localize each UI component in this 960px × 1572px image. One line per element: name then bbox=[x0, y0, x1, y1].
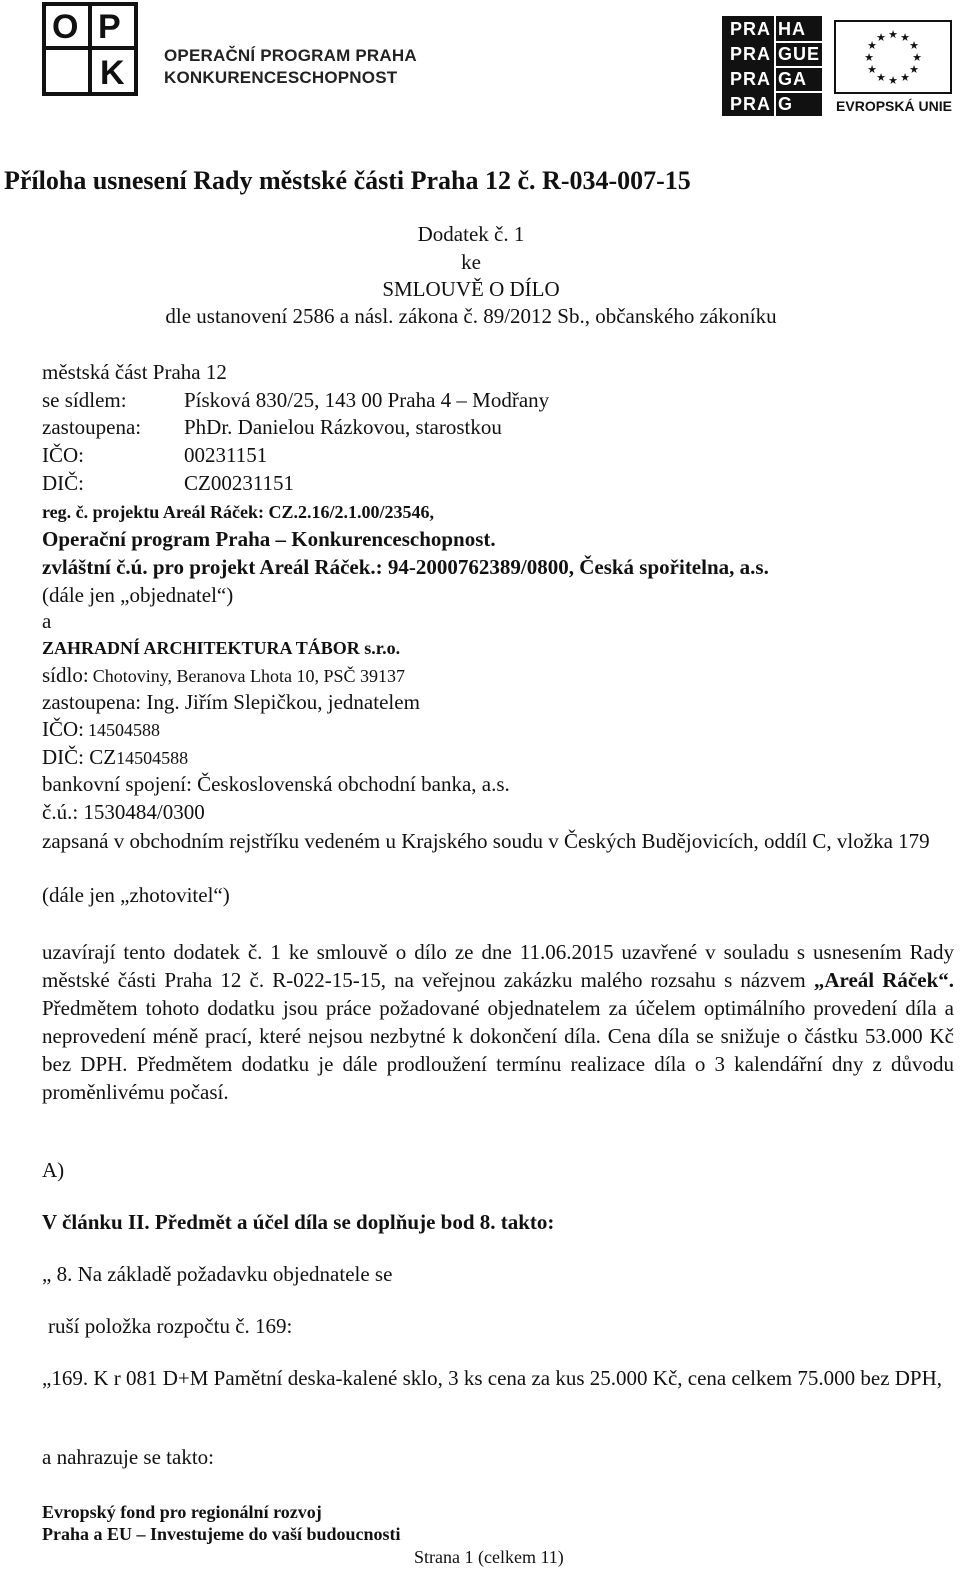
party2-dic-label: DIČ: CZ bbox=[42, 745, 117, 769]
svg-text:★: ★ bbox=[909, 39, 919, 52]
party1-ico-value: 00231151 bbox=[184, 443, 268, 467]
svg-text:★: ★ bbox=[867, 39, 877, 52]
party2-name: ZAHRADNÍ ARCHITEKTURA TÁBOR s.r.o. bbox=[42, 638, 401, 658]
praha-logo-rule-2 bbox=[774, 66, 822, 68]
opp-letter-o: O bbox=[52, 8, 79, 46]
party1-account: zvláštní č.ú. pro projekt Areál Ráček.: 94-2000762389/0800, Česká spořitelna, a.s. bbox=[42, 555, 769, 579]
removed-item-intro: ruší položka rozpočtu č. 169: bbox=[48, 1314, 293, 1338]
party2-alias: (dále jen „zhotovitel“) bbox=[42, 883, 230, 907]
document-title: Příloha usnesení Rady městské části Praha 12 č. R-034-007-15 bbox=[4, 166, 691, 195]
party1-ico-label: IČO: bbox=[42, 443, 84, 467]
party1-seat-label: se sídlem: bbox=[42, 388, 127, 412]
party1-rep-value: PhDr. Danielou Rázkovou, starostkou bbox=[184, 415, 502, 439]
opp-subtitle: KONKURENCESCHOPNOST bbox=[164, 68, 398, 87]
article-heading: V článku II. Předmět a účel díla se doplňuje bod 8. takto: bbox=[42, 1210, 555, 1234]
praha-logo-right-4: G bbox=[778, 94, 794, 114]
eu-stars-icon bbox=[836, 22, 950, 92]
page-number: Strana 1 (celkem 11) bbox=[414, 1547, 564, 1567]
party2-account: č.ú.: 1530484/0300 bbox=[42, 800, 205, 824]
parties-and: a bbox=[42, 609, 52, 633]
praha-logo-left-1: PRA bbox=[730, 19, 772, 39]
svg-text:★: ★ bbox=[909, 63, 919, 76]
svg-text:★: ★ bbox=[900, 71, 910, 84]
praha-logo-right-2: GUE bbox=[778, 44, 821, 64]
praha-logo-left-4: PRA bbox=[730, 94, 772, 114]
opp-title: OPERAČNÍ PROGRAM PRAHA bbox=[164, 46, 417, 65]
eu-logo bbox=[834, 20, 954, 116]
intro-project-name: „Areál Ráček“. bbox=[813, 968, 955, 992]
svg-text:★: ★ bbox=[900, 31, 910, 44]
praha-logo-left-2: PRA bbox=[730, 44, 772, 64]
heading-dodatek: Dodatek č. 1 bbox=[417, 222, 525, 246]
svg-text:★: ★ bbox=[876, 71, 886, 84]
party2-ico-value: 14504588 bbox=[88, 720, 160, 740]
budget-item-169: „169. K r 081 D+M Pamětní deska-kalené sklo, 3 ks cena za kus 25.000 Kč, cena celkem 75.000 bez DPH, bbox=[42, 1366, 943, 1390]
party2-seat bbox=[42, 663, 405, 688]
party2-seat-label: sídlo: bbox=[42, 663, 89, 687]
footer-fund: Evropský fond pro regionální rozvoj bbox=[42, 1502, 322, 1522]
eu-label: EVROPSKÁ UNIE bbox=[836, 98, 952, 114]
party2-dic-value: 14504588 bbox=[116, 748, 189, 768]
party1-name: městská část Praha 12 bbox=[42, 360, 227, 384]
party2-bank: bankovní spojení: Československá obchodní banka, a.s. bbox=[42, 772, 510, 796]
praha-logo-right-1: HA bbox=[778, 19, 806, 39]
section-a: A) bbox=[42, 1158, 65, 1182]
party2-dic bbox=[42, 745, 188, 770]
svg-text:★: ★ bbox=[888, 28, 898, 41]
intro-text-2: Předmětem tohoto dodatku jsou práce požadované objednatelem za účelem optimálního provedení díla a neprovedení méně prací, které nejsou nezbytné k dokončení díla. Cena díla se snižuje o částku 53.000 Kč bez DPH. Předmětem dodatku je dále prodloužení termínu realizace díla o 3 kalendářní dny z důvodu proměnlivému počasí. bbox=[42, 996, 954, 1104]
praha-logo bbox=[722, 16, 822, 116]
party2-rep: zastoupena: Ing. Jiřím Slepičkou, jednatelem bbox=[42, 690, 420, 714]
svg-text:★: ★ bbox=[888, 74, 898, 87]
intro-paragraph bbox=[42, 938, 954, 1106]
eu-flag-icon bbox=[834, 20, 952, 94]
praha-logo-right-3: GA bbox=[778, 69, 807, 89]
praha-logo-left-3: PRA bbox=[730, 69, 772, 89]
intro-text-1: uzavírají tento dodatek č. 1 ke smlouvě o dílo ze dne 11.06.2015 uzavřené v souladu s usnesením Rady městské části Praha 12 č. R-022-15-15, na veřejnou zakázku malého rozsahu s názvem bbox=[42, 940, 954, 992]
opp-logo-mark bbox=[42, 2, 138, 96]
party1-alias: (dále jen „objednatel“) bbox=[42, 583, 234, 607]
svg-text:★: ★ bbox=[867, 63, 877, 76]
opp-letter-k: K bbox=[100, 54, 125, 92]
heading-legal-basis: dle ustanovení 2586 a násl. zákona č. 89/2012 Sb., občanského zákoníku bbox=[165, 304, 777, 328]
point-8: „ 8. Na základě požadavku objednatele se bbox=[42, 1262, 393, 1286]
svg-text:★: ★ bbox=[876, 31, 886, 44]
party1-dic-label: DIČ: bbox=[42, 471, 84, 495]
party1-dic-value: CZ00231151 bbox=[184, 471, 295, 495]
heading-ke: ke bbox=[461, 250, 481, 274]
party2-ico bbox=[42, 717, 160, 742]
party2-ico-label: IČO: bbox=[42, 717, 84, 741]
party1-rep-label: zastoupena: bbox=[42, 415, 142, 439]
heading-contract: SMLOUVĚ O DÍLO bbox=[382, 277, 560, 301]
opp-letter-p2: P bbox=[52, 52, 75, 90]
party1-seat-value: Písková 830/25, 143 00 Praha 4 – Modřany bbox=[184, 388, 550, 412]
party2-register: zapsaná v obchodním rejstříku vedeném u Krajského soudu v Českých Budějovicích, oddíl C, vložka 179 bbox=[42, 829, 930, 853]
footer-slogan: Praha a EU – Investujeme do vaší budoucnosti bbox=[42, 1524, 401, 1544]
party2-seat-value: Chotoviny, Beranova Lhota 10, PSČ 39137 bbox=[92, 666, 406, 686]
replaced-intro: a nahrazuje se takto: bbox=[42, 1445, 214, 1469]
praha-logo-rule-1 bbox=[774, 41, 822, 43]
opp-letter-p1: P bbox=[98, 8, 121, 46]
praha-logo-rule-3 bbox=[774, 91, 822, 93]
svg-text:★: ★ bbox=[864, 51, 874, 64]
party1-project-reg: reg. č. projektu Areál Ráček: CZ.2.16/2.1.00/23546, bbox=[42, 502, 434, 522]
party1-program: Operační program Praha – Konkurenceschopnost. bbox=[42, 527, 496, 551]
svg-text:★: ★ bbox=[912, 51, 922, 64]
